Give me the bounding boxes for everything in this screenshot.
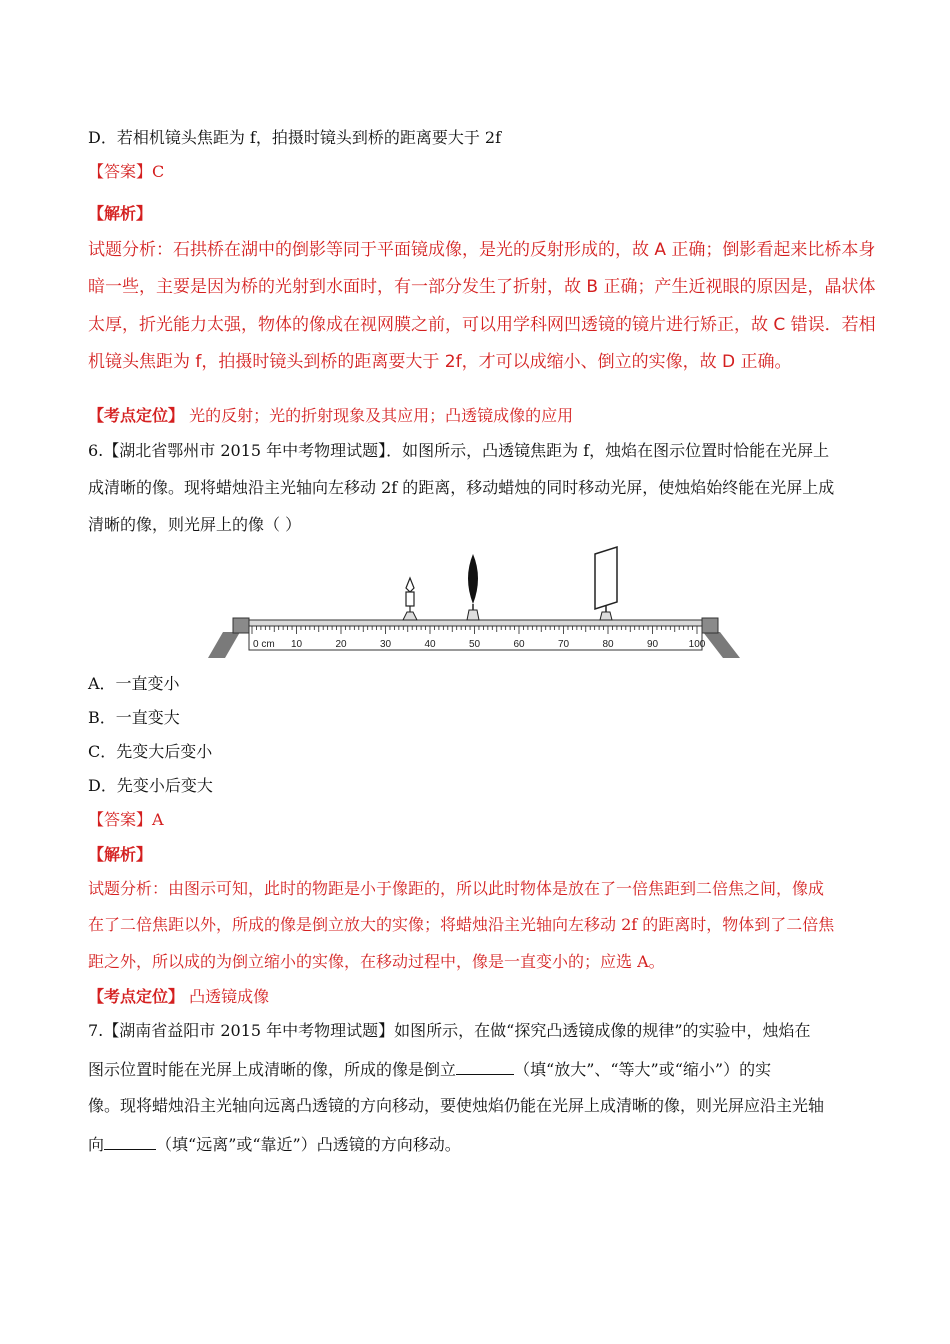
q7-line4-text-b: （填“远离”或“靠近”）凸透镜的方向移动。 xyxy=(156,1135,461,1154)
ruler-label: 50 xyxy=(468,639,481,650)
q5-analysis-line-4: 机镜头焦距为 f，拍摄时镜头到桥的距离要大于 2f，才可以成缩小、倒立的实像，故 D 正确。 xyxy=(88,352,792,372)
q7-blank-1[interactable] xyxy=(456,1058,514,1075)
q6-analysis-title: 【解析】 xyxy=(88,845,153,864)
left-end-block xyxy=(233,618,249,633)
bench-rail xyxy=(249,620,702,626)
q6-analysis-line-2: 在了二倍焦距以外，所成的像是倒立放大的实像；将蜡烛沿主光轴向左移动 2f 的距离时，物体到了二倍焦 xyxy=(88,915,835,934)
ruler-label: 100 xyxy=(688,639,706,650)
q6-analysis-line-3: 距之外，所以成的为倒立缩小的实像，在移动过程中，像是一直变小的；应选 A。 xyxy=(88,952,665,971)
q5-analysis-line-1: 试题分析：石拱桥在湖中的倒影等同于平面镜成像，是光的反射形成的，故 A 正确；倒影看起来比桥本身 xyxy=(88,240,876,260)
light-screen xyxy=(595,547,617,620)
q5-analysis-line-2: 暗一些，主要是因为桥的光射到水面时，有一部分发生了折射，故 B 正确；产生近视眼的原因是，晶状体 xyxy=(88,277,876,297)
ruler-label: 20 xyxy=(335,639,347,650)
q6-answer: 【答案】A xyxy=(88,810,164,829)
screen-panel xyxy=(595,547,617,609)
ruler-label: 0 cm xyxy=(253,639,275,650)
q6-stem-line-1: 6.【湖北省鄂州市 2015 年中考物理试题】．如图所示，凸透镜焦距为 f，烛焰在图示位置时恰能在光屏上 xyxy=(88,441,830,460)
q7-line2-text-a: 图示位置时能在光屏上成清晰的像，所成的像是倒立 xyxy=(88,1060,457,1079)
candle-holder xyxy=(403,612,417,620)
ruler-label: 80 xyxy=(602,639,614,650)
screen-holder xyxy=(600,612,612,620)
q6-kaodian-label: 【考点定位】 xyxy=(88,987,185,1006)
q6-kaodian xyxy=(88,987,269,1007)
optical-bench-figure xyxy=(205,540,745,662)
q7-blank-2[interactable] xyxy=(104,1133,156,1150)
q5-kaodian xyxy=(88,406,573,426)
lens-holder xyxy=(467,610,479,620)
ruler-label: 30 xyxy=(379,639,392,650)
right-end-block xyxy=(702,618,718,633)
q5-analysis-title: 【解析】 xyxy=(88,204,153,223)
q6-kaodian-text: 凸透镜成像 xyxy=(189,987,270,1006)
ruler-label: 90 xyxy=(646,639,659,650)
ruler-label: 70 xyxy=(557,639,570,650)
lens-body xyxy=(468,554,478,604)
q7-stem-line-3: 像。现将蜡烛沿主光轴向远离凸透镜的方向移动，要使烛焰仍能在光屏上成清晰的像，则光屏应沿主光轴 xyxy=(88,1096,825,1115)
q7-line4-text-a: 向 xyxy=(88,1135,105,1154)
q6-option-b: B．一直变大 xyxy=(88,708,180,727)
candle-body xyxy=(406,592,414,606)
right-foot xyxy=(703,632,740,658)
q5-kaodian-text: 光的反射；光的折射现象及其应用；凸透镜成像的应用 xyxy=(189,406,574,425)
q7-stem-line-2 xyxy=(88,1058,771,1080)
ruler-label: 60 xyxy=(513,639,525,650)
q6-analysis-line-1: 试题分析：由图示可知，此时的物距是小于像距的，所以此时物体是放在了一倍焦距到二倍焦之间，像成 xyxy=(88,879,825,898)
q6-stem-line-2: 成清晰的像。现将蜡烛沿主光轴向左移动 2f 的距离，移动蜡烛的同时移动光屏，使烛焰始终能在光屏上成 xyxy=(88,478,835,497)
q5-analysis-line-3: 太厚，折光能力太强，物体的像成在视网膜之前，可以用学科网凹透镜的镜片进行矫正，故 C 错误．若相 xyxy=(88,315,876,335)
q5-kaodian-label: 【考点定位】 xyxy=(88,406,185,425)
ruler-label: 40 xyxy=(424,639,436,650)
q7-stem-line-4 xyxy=(88,1133,461,1155)
q5-answer: 【答案】C xyxy=(88,162,165,181)
left-foot xyxy=(208,632,240,658)
q6-stem-line-3: 清晰的像，则光屏上的像（ ） xyxy=(88,515,302,534)
candle-flame xyxy=(406,578,414,592)
convex-lens xyxy=(467,554,479,620)
candle xyxy=(403,578,417,620)
q7-line2-text-b: （填“放大”、“等大”或“缩小”）的实 xyxy=(514,1060,772,1079)
ruler-label: 10 xyxy=(290,639,303,650)
q6-option-c: C．先变大后变小 xyxy=(88,742,213,761)
q6-option-a: A．一直变小 xyxy=(88,674,180,693)
q5-option-d: D．若相机镜头焦距为 f，拍摄时镜头到桥的距离要大于 2f xyxy=(88,128,502,147)
q6-option-d: D．先变小后变大 xyxy=(88,776,213,795)
q7-stem-line-1: 7.【湖南省益阳市 2015 年中考物理试题】如图所示，在做“探究凸透镜成像的规律”的实验中，烛焰在 xyxy=(88,1021,811,1040)
